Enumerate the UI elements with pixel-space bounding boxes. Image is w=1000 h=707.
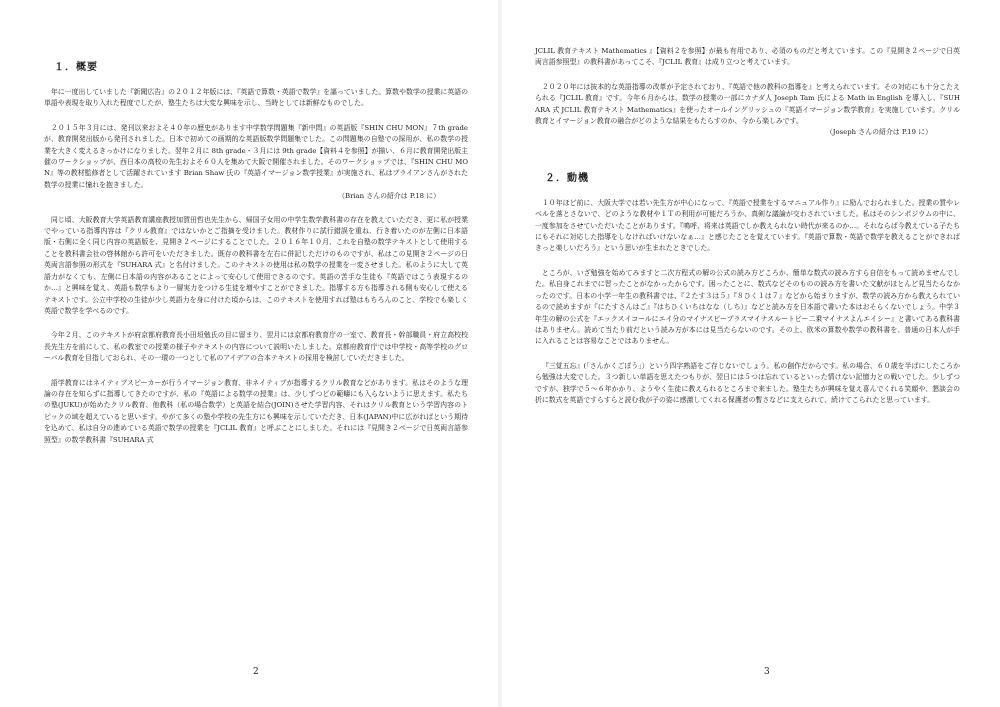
paragraph: 同じ頃、大阪教育大学英語教育講座教授加賀田哲也先生から、帰国子女用の中学生数学教科書の存在を教えていただき、更に私が授業でやっている指導内容は『クリル教育』ではないかとご指摘を受けました。教材作りに試行錯誤を重ね、行き着いたのが左側に日本語版・右側に全く同じ内容の英語版を、見開き２ページにすることでした。２０１６年１０月、これを自塾の数学テキストとして使用することを教科書会社の啓林館から許可をいただきました。既存の教科書を左右に併記しただけのものですが、私はこの見開き２ページの日英両言語参照の形式を『SUHARA 式』と名付けました。このテキストの使用は私の数学の授業を一変させました。私のように大して英語力がなくても、左側に日本語の内容があることによって安心して使用できるのです。英語の苦手な生徒も『英語ではこう表現するのか…』と興味を覚え、英語も数学もより一層実力をつける生徒を増やすことができました。指導する方も指導される側も安心して使えるテキストです。公立中学校の生徒が少し英語力を身に付けた頃からは、このテキストを使用すれば塾はもちろんのこと、学校でも楽しく英語で数学を学べるのです。 <box>44 215 468 315</box>
page-number: 2 <box>253 667 259 677</box>
paragraph: 語学教育にはネイティブスピーカーが行うイマージョン教育、非ネイティブが指導するクリル教育などがあります。私はそのような理論の存在を知らずに指導してきたのですが、私の『英語による数学の授業』は、少しずつどの範疇にも入らないように思えます。私たちの塾(JUKU)が始めたクリル教育、他教科（私の場合数学）と英語を結合(JOIN)させた学習内容、それはクリル教育という学習内容のトピックの域を超えていると思います。やがて多くの塾や学校の先生方にも興味を示していただき、日本(JAPAN)中に広がればという期待を込めて、私は自分の進めている英語で数学の授業を『JCLIL 教育』と呼ぶことにしました。それには『見開き２ページで日英両言語参照型』の数学教科書『SUHARA 式 <box>44 378 468 444</box>
paragraph: 年に一度出していました『新聞広告』の２０１２年版には、『英語で算数・英語で数学』を謳っていました。算数や数学の授業に英語の単語や表現を取り入れた程度でしたが、塾生たちは大変な興味を示し、当時としては新鮮なものでした。 <box>44 88 468 108</box>
section-heading-motivation: ２．動機 <box>545 172 589 184</box>
page-number: 3 <box>764 667 770 677</box>
paragraph: JCLIL 教育テキスト Mathematics 』【資料２を参照】が最も有用であり、必須のものだと考えています。この『見開き２ページで日英両言語参照型』の教科書があってこそ、『JCLIL 教育』は成り立つと考えています。 <box>535 47 960 67</box>
page-right <box>502 0 1000 707</box>
page-left <box>0 0 498 707</box>
paragraph: ところが、いざ勉強を始めてみますと二次方程式の解の公式の読み方どころか、簡単な数式の読み方すら自信をもって読めませんでした。私自身これまでに習ったことがなかったからです。困ったことに、数式などそのものの読み方を書いた文献がほとんど見当たらなかったのです。日本の小学一年生の教科書では、『２たす３は５』『８ひく１は７』などから始まりますが、数学の読み方から教えられているので読めますが『にたすさんはご』『はちひくいちはなな（しち）』などと読み方を日本語で書いた本はおそらくないでしょう。中学３年生の解の公式を『エックスイコールにエイ分のマイナスビープラスマイナスルートビー二乗マイナスよんエイシー』と書いてある教科書はありません。読めて当たり前だという読み方が本には見当たらないのです。その上、欧米の算数や数学の教科書を、普通の日本人が手に入れることは容易なことではありません。 <box>535 268 960 346</box>
paragraph: ２０１５年３月には、発刊以来およそ４０年の歴史があります中学数学問題集『新中問』の英語版『SHIN CHU MON』７th grade が、教育開発出版から発刊されました。日本で初めての画期的な英語版数学問題集でした。この問題集の自塾での採用が、私の数学の授業を大きく変えるきっかけになりました。翌年２月に 8th grade・３月には 9th grade【資料４を参照】が揃い、６月に教育開発出版主催のワークショップが、西日本の高校の先生およそ６０人を集めて大阪で開催されました。そのワークショップでは、『SHIN CHU MON』等の教材監修者として活躍されています Brian Shaw 氏の『英語イマージョン数学授業』が実施され、私はブライアンさんがされた数学の授業に憧れを抱きました。 <box>44 123 468 189</box>
joseph-note: （Joseph さんの紹介は P.19 に） <box>825 128 932 137</box>
paragraph: １０年ほど前に、大阪大学では若い先生方が中心になって、『英語で授業をするマニュアル作り』に励んでおられました。授業の質やレベルを落とさないで、どのような教材や１Ｔの利用が可能だろうか、真剣な議論が交わされていました。私はそのシンポジウムの中に、一度参加をさせていただいたことがあります。『鳴呼、将来は英語でしか教えられない時代が来るのか…。それならば今教えている子たちにもそれに対応した指導をしなければいけないなぁ…』と感じたことを覚えています。『英語で算数・英語で数学を教えることができればきっと楽しいだろう』という思いが生まれたときでした。 <box>535 198 960 253</box>
paragraph: 今年２月、このテキストが府京都府教育長小田垣勉氏の目に留まり、翌月には京都府教育庁の一室で、教育長・幹部職員・府立高校校長先生方を前にして、私の教室での授業の様子やテキストの内容について説明いたしました。京都府教育庁では中学校・高等学校のグローバル教育を目指しておられ、その一環の一つとして私のアイデアの合本テキストの採用を検討していただきました。 <box>44 331 468 363</box>
section-heading-overview: １．概要 <box>54 62 98 73</box>
brian-note: （Brian さんの紹介は P.18 に） <box>338 192 440 201</box>
paragraph: 『三覚五忘』(「さんかくごぼう」）という四字熟語をご存じないでしょう。私の創作だからです。私の場合、６０歳を半ばにしたころから勉強は大変でした。３つ新しい単語を思えたつもりが、翌日には５つは忘れているといった情けない記憶力との戦いでした。少しずつですが、独学で５～６年かかり、ようやく生徒に教えられるところまで来ました。塾生たちが興味を覚え喜んでくれる笑顔や、懇談会の折に数式を英語ですらすらと読む我が子の姿に感激してくれる保護者の暫さなどに支えられて、続けてこられたと思っています。 <box>535 361 960 404</box>
paragraph: ２０２０年には抜本的な英語指導の改革が予定されており、『英語で他の教科の指導を』と考えられています。その対応にも十分こたえられる『JCLIL 教育』です。今年６月からは、数学の授業の一部にカナダ人 Joseph Tam 氏による Math in English を導入し、『SUHARA 式 JCLIL 教育テキスト Mathematics』を使ったオールイングリッシュの『英語イマージョン数学教育』を実施しています。クリル教育とイマージョン教育の融合がどのような結果をもたらすのか、今から楽しみです。 <box>535 82 960 126</box>
